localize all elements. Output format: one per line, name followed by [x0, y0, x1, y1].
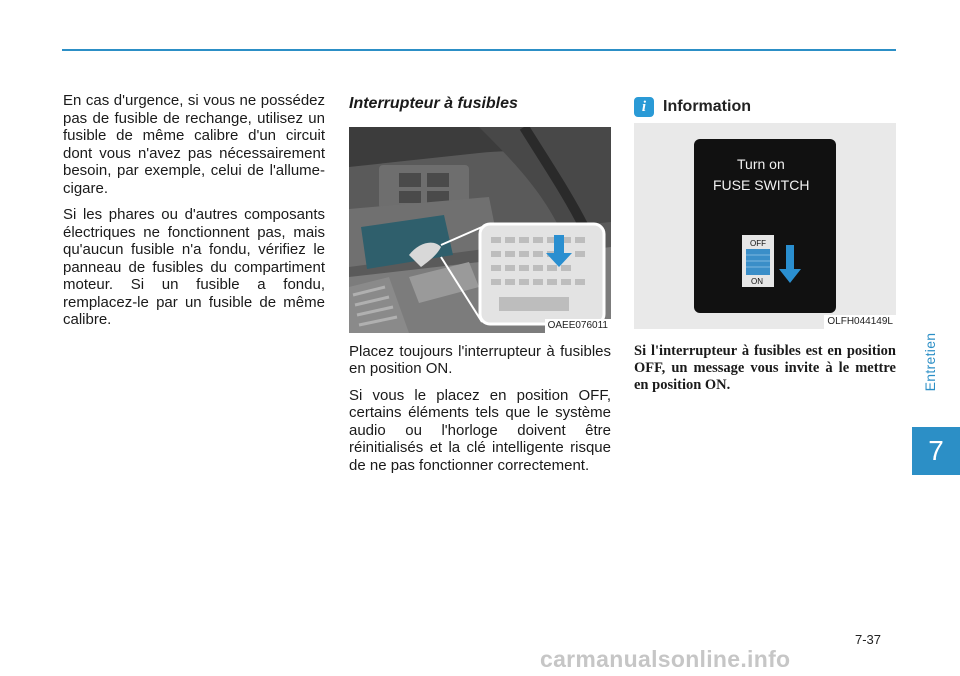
paragraph: Si vous le placez en position OFF, certains éléments tels que le système audio ou l'horloge doivent être réinitialisés et la clé intelligente risque de ne pas fonctionner correctement.: [349, 386, 611, 474]
figure-code: OAEE076011: [545, 319, 611, 333]
right-column: [634, 97, 896, 394]
page-number: 7-37: [855, 632, 882, 647]
chapter-number: 7: [912, 427, 960, 475]
fuse-switch-location-photo: [349, 127, 611, 333]
paragraph: En cas d'urgence, si vous ne possédez pas de fusible de rechange, utilisez un fusible de même calibre d'un circuit dont vous n'avez pas nécessairement besoin, par exemple, celui de l'allume-cigare.: [63, 92, 325, 197]
information-title: Information: [663, 98, 751, 116]
information-text: Si l'interrupteur à fusibles est en position OFF, un message vous invite à le mettre en position ON.: [634, 343, 896, 393]
fuse-switch-message-figure: [634, 123, 896, 329]
switch-on-label: ON: [751, 277, 763, 286]
paragraph: Placez toujours l'interrupteur à fusibles en position ON.: [349, 342, 611, 377]
dashboard-fuse-panel-illustration: [349, 127, 611, 333]
chapter-tab-label: Entretien: [922, 332, 938, 392]
info-icon: i: [634, 97, 654, 117]
display-line-1: Turn on: [737, 156, 785, 172]
middle-column: [349, 95, 611, 483]
left-column: [63, 92, 325, 338]
down-arrow-icon: [786, 245, 794, 271]
display-line-2: FUSE SWITCH: [713, 177, 810, 193]
section-title: Interrupteur à fusibles: [349, 95, 518, 112]
information-heading: [634, 97, 896, 117]
paragraph: Si les phares ou d'autres composants électriques ne fonctionnent pas, mais qu'aucun fusible n'a fondu, vérifiez le panneau de fusibles du compartiment moteur. Si un fusible a fondu, remplacez-le par un fusible de même calibre.: [63, 206, 325, 328]
cluster-display-illustration: [634, 123, 896, 329]
watermark: carmanualsonline.info: [540, 646, 791, 672]
figure-code: OLFH044149L: [824, 315, 896, 329]
header-rule: [62, 49, 896, 51]
switch-off-label: OFF: [750, 239, 766, 248]
